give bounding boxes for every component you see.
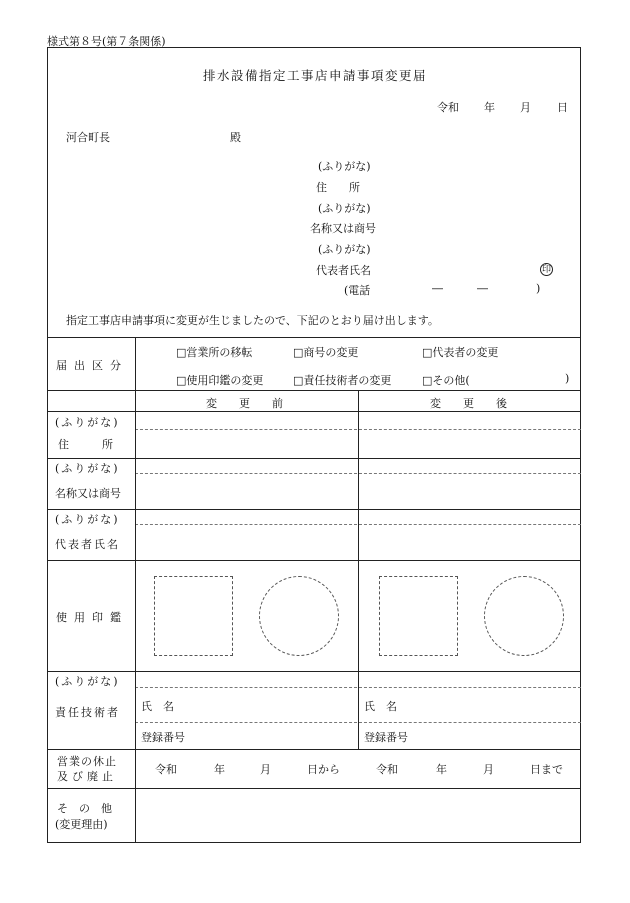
category-label: 届出区分 xyxy=(56,359,128,372)
from-era: 令和 xyxy=(155,763,177,776)
option-trade-name[interactable]: □商号の変更 xyxy=(293,346,359,359)
date-year: 年 xyxy=(484,101,495,114)
to-day: 日まで xyxy=(530,763,563,776)
applicant-rep-label: 代表者氏名 xyxy=(316,264,371,277)
phone-close: ) xyxy=(536,282,541,295)
statement: 指定工事店申請事項に変更が生じましたので、下記のとおり届け出します。 xyxy=(66,314,439,327)
date-era: 令和 xyxy=(437,101,459,114)
form-number: 様式第８号(第７条関係) xyxy=(47,35,166,48)
option-office-move[interactable]: □営業所の移転 xyxy=(176,346,253,359)
row-suspend-label-2: 及び廃止 xyxy=(57,770,117,783)
option-other-close: ) xyxy=(565,372,570,385)
column-after: 変 更 後 xyxy=(430,397,507,410)
row-address-furigana: (ふりがな) xyxy=(55,416,120,429)
engineer-before-reg: 登録番号 xyxy=(141,731,185,744)
applicant-name-label: 名称又は商号 xyxy=(310,222,376,235)
seal-after-square xyxy=(379,576,458,656)
name-after-field[interactable] xyxy=(361,476,579,507)
applicant-address-furigana: (ふりがな) xyxy=(318,160,371,173)
applicant-rep-furigana: (ふりがな) xyxy=(318,243,371,256)
to-era: 令和 xyxy=(376,763,398,776)
other-reason-field[interactable] xyxy=(138,791,578,841)
phone-dash-1: ― xyxy=(432,282,443,295)
phone-dash-2: ― xyxy=(477,282,488,295)
rep-before-field[interactable] xyxy=(138,527,356,558)
row-engineer-furigana: (ふりがな) xyxy=(55,675,120,688)
form-title: 排水設備指定工事店申請事項変更届 xyxy=(202,68,427,83)
addressee-honorific: 殿 xyxy=(230,131,241,144)
row-suspend-label-1: 営業の休止 xyxy=(57,755,117,768)
engineer-after-name: 氏 名 xyxy=(364,700,397,713)
row-rep-furigana: (ふりがな) xyxy=(55,513,120,526)
seal-mark-icon: 印 xyxy=(541,265,551,275)
date-month: 月 xyxy=(520,101,531,114)
applicant-name-furigana: (ふりがな) xyxy=(318,202,371,215)
row-other-label-1: そ の 他 xyxy=(57,802,112,815)
option-other[interactable]: □その他( xyxy=(422,374,470,387)
date-day: 日 xyxy=(557,101,568,114)
engineer-after-reg: 登録番号 xyxy=(364,731,408,744)
addressee-name: 河合町長 xyxy=(66,131,110,144)
engineer-before-name: 氏 名 xyxy=(141,700,174,713)
option-engineer[interactable]: □責任技術者の変更 xyxy=(293,374,392,387)
rep-after-field[interactable] xyxy=(361,527,579,558)
row-name-furigana: (ふりがな) xyxy=(55,462,120,475)
option-seal[interactable]: □使用印鑑の変更 xyxy=(176,374,264,387)
from-month: 月 xyxy=(260,763,271,776)
row-rep-label: 代表者氏名 xyxy=(55,538,120,551)
address-before-field[interactable] xyxy=(138,432,356,456)
row-seal-label: 使用印鑑 xyxy=(56,611,128,624)
seal-before-circle xyxy=(259,576,339,656)
from-year: 年 xyxy=(214,763,225,776)
to-month: 月 xyxy=(483,763,494,776)
from-day: 日から xyxy=(307,763,340,776)
applicant-address-label: 住 所 xyxy=(316,181,360,194)
row-other-label-2: (変更理由) xyxy=(55,818,108,831)
column-before: 変 更 前 xyxy=(206,397,283,410)
address-after-field[interactable] xyxy=(361,432,579,456)
row-address-label: 住 所 xyxy=(58,438,113,451)
phone-label: (電話 xyxy=(344,284,371,297)
seal-after-circle xyxy=(484,576,564,656)
option-representative[interactable]: □代表者の変更 xyxy=(422,346,499,359)
row-engineer-label: 責任技術者 xyxy=(55,706,120,719)
row-name-label: 名称又は商号 xyxy=(55,487,121,500)
seal-before-square xyxy=(154,576,233,656)
to-year: 年 xyxy=(436,763,447,776)
name-before-field[interactable] xyxy=(138,476,356,507)
